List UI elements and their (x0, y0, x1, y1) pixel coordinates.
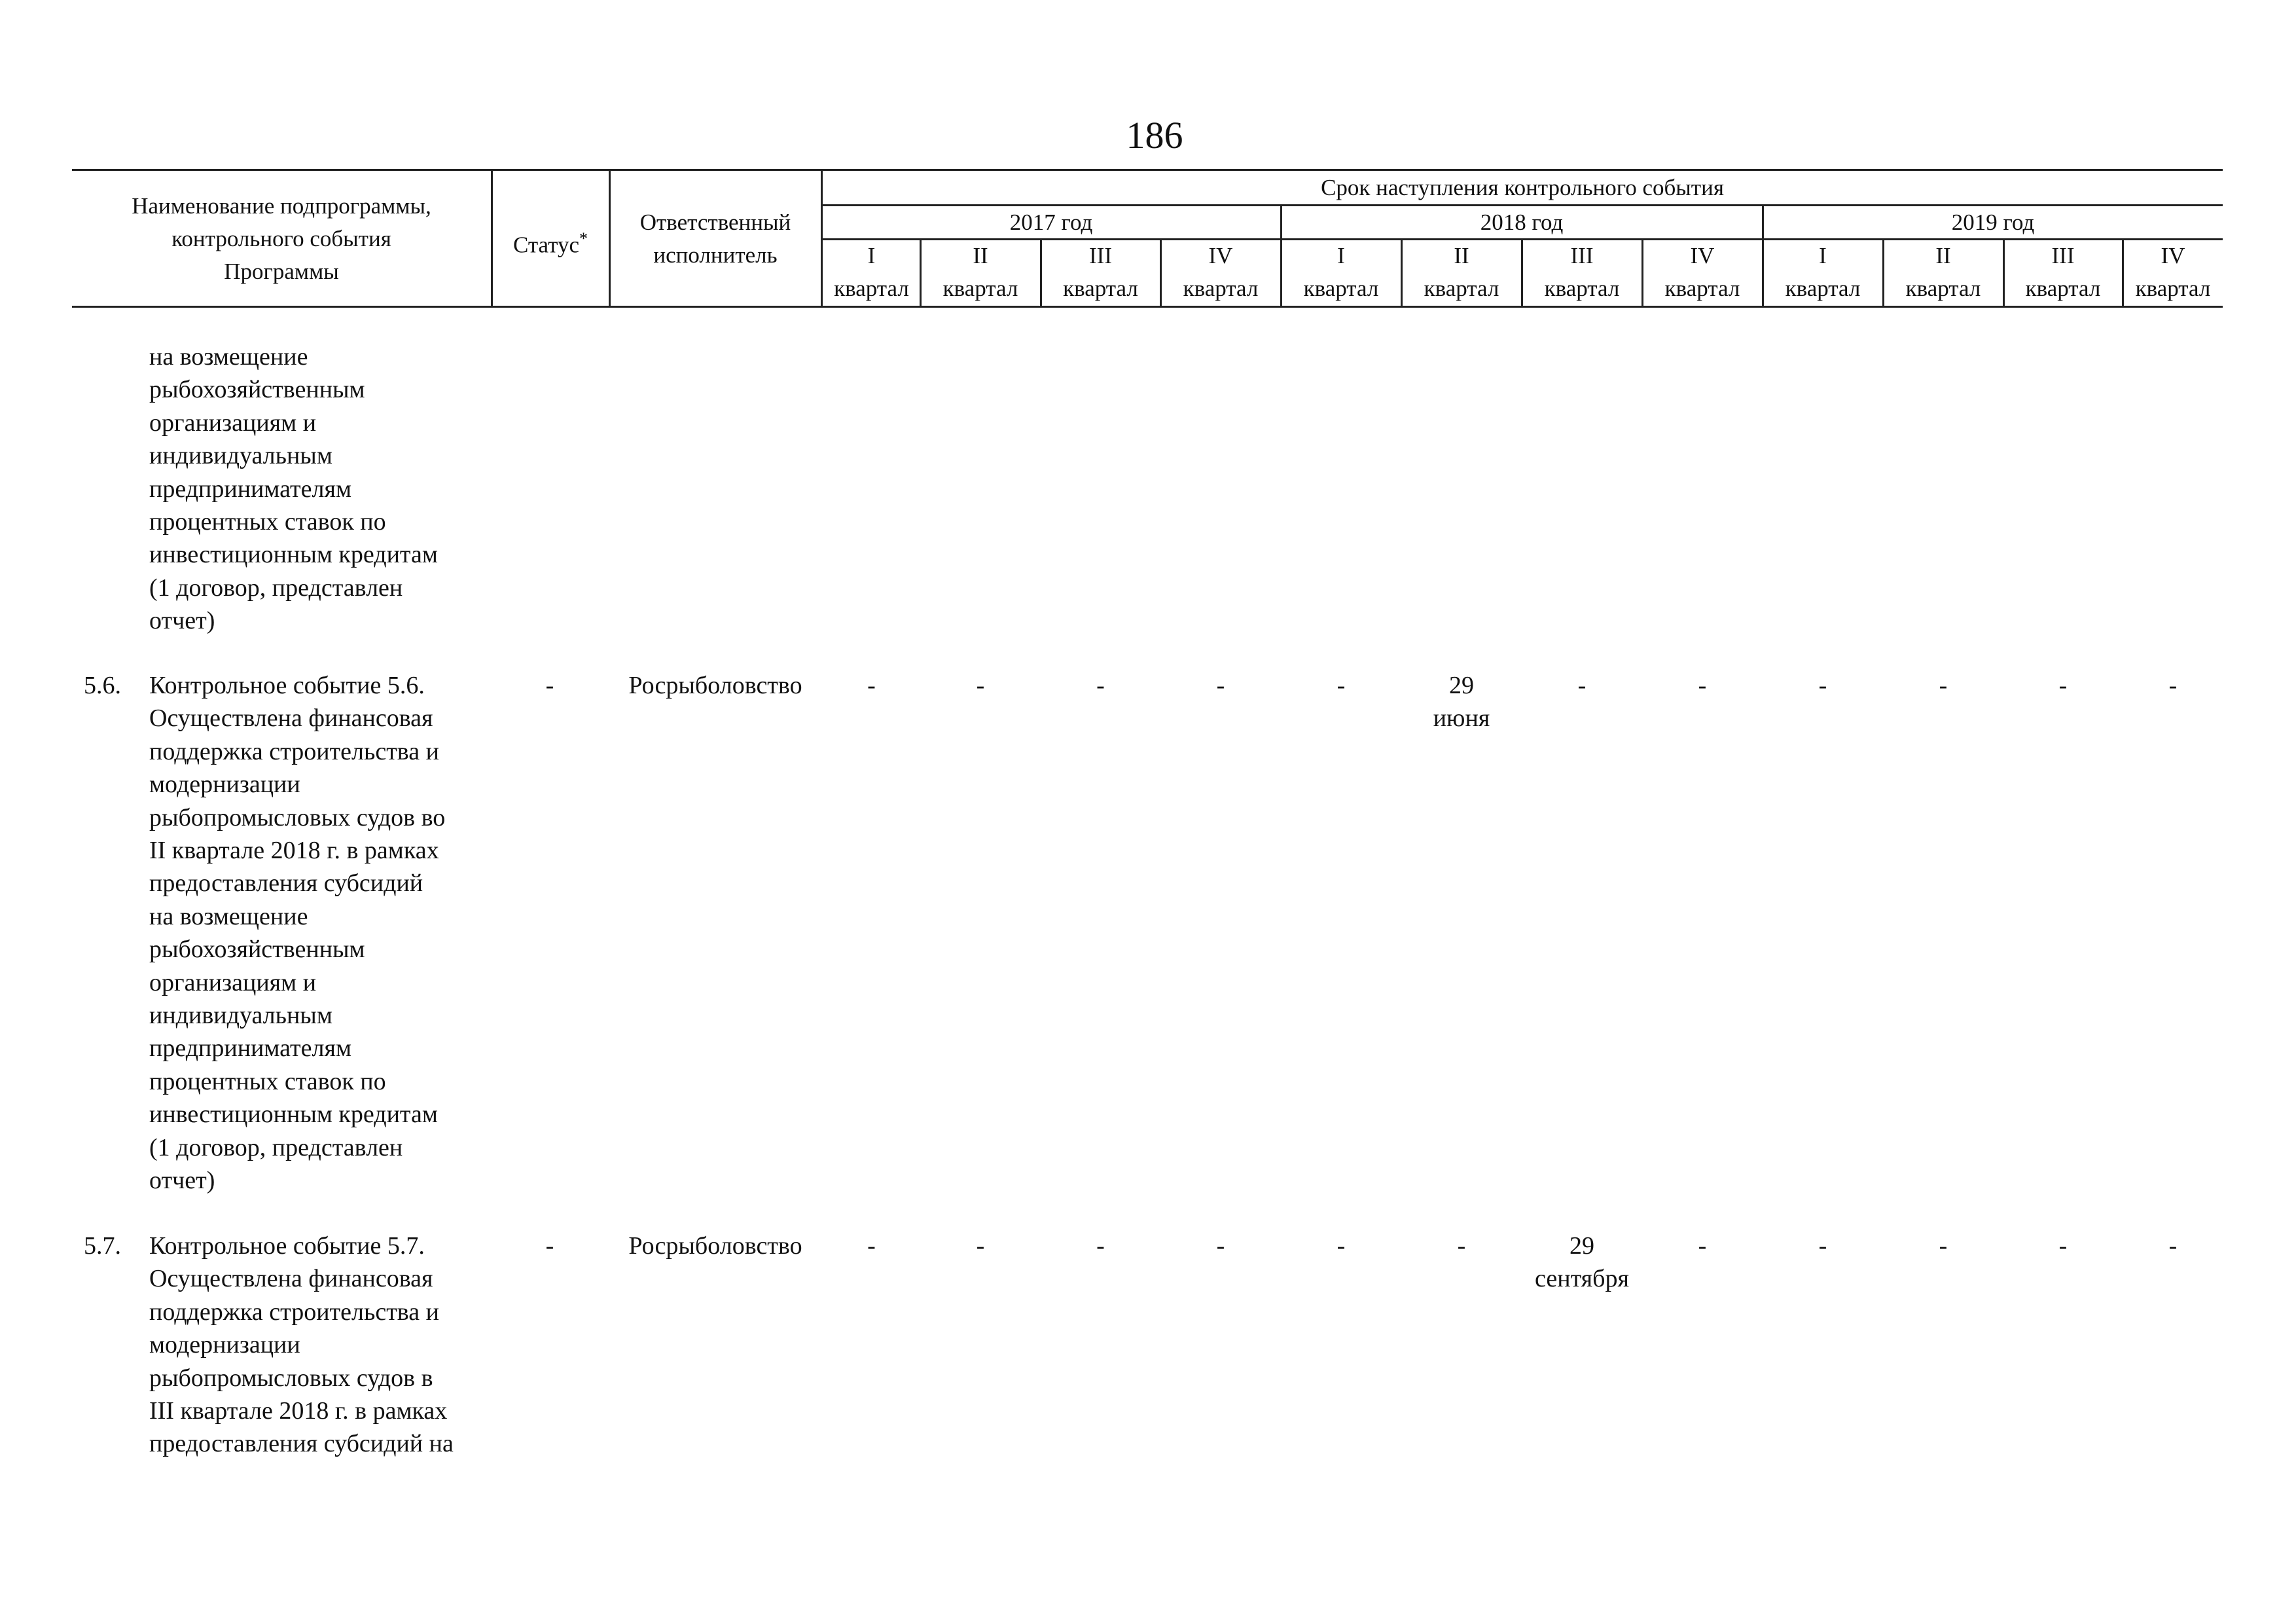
quarter-header-numeral: III (1089, 243, 1112, 268)
quarter-header-numeral: IV (2161, 243, 2185, 268)
quarter-cell: - (1818, 672, 1827, 699)
quarter-header-numeral: II (1935, 243, 1951, 268)
quarter-cell: - (1096, 1232, 1105, 1260)
quarter-cell: - (1216, 672, 1225, 699)
header-top-rule (72, 169, 2223, 171)
row-executor: Росрыболовство (628, 672, 802, 699)
quarter-cell: - (1336, 672, 1346, 699)
quarter-header-numeral: IV (1208, 243, 1233, 268)
quarter-cell: - (1818, 1232, 1827, 1260)
quarter-header-label: квартал (1303, 276, 1379, 301)
status-column-header (492, 223, 609, 262)
status-header-label: Статус (512, 232, 580, 258)
header-bottom-rule (72, 306, 2223, 308)
quarter-header-label: квартал (1424, 276, 1499, 301)
quarter-header-label: квартал (1063, 276, 1138, 301)
row-name: Контрольное событие 5.6. Осуществлена финансовая поддержка строительства и модернизации рыбопромысловых судов во II квартале 2018 г. в рамках предоставления субсидий на возмещение рыбохозяйственным организациям и индивидуальным предпринимателям процентных ставок по инвестиционным кредитам (1 договор, представлен отчет) (149, 672, 446, 1195)
quarter-cell: 29 июня (1433, 672, 1490, 733)
quarter-cell: - (1216, 1232, 1225, 1260)
quarter-cell: - (867, 1232, 876, 1260)
row-status: - (545, 672, 554, 699)
page-number: 186 (1126, 114, 1183, 156)
status-footnote-mark: * (579, 229, 588, 248)
quarter-header-numeral: I (867, 243, 876, 268)
quarter-cell: - (1577, 672, 1587, 699)
quarter-header-label: квартал (2135, 276, 2211, 301)
quarter-header-label: квартал (834, 276, 909, 301)
quarter-cell: - (1457, 1232, 1466, 1260)
quarter-cell: - (976, 1232, 985, 1260)
name-column-header: Наименование подпрограммы, контрольного события Программы (132, 193, 431, 284)
quarter-cell: - (1698, 1232, 1707, 1260)
quarter-cell: - (1336, 1232, 1346, 1260)
quarter-cell: - (2168, 1232, 2178, 1260)
quarter-header-label: квартал (1183, 276, 1259, 301)
quarter-header-numeral: II (973, 243, 988, 268)
quarter-header-numeral: IV (1690, 243, 1715, 268)
quarter-header-numeral: III (1570, 243, 1594, 268)
year-header-2017: 2017 год (1009, 210, 1093, 235)
quarter-cell: - (1939, 672, 1948, 699)
deadline-group-header: Срок наступления контрольного события (1321, 175, 1724, 200)
quarter-cell: - (976, 672, 985, 699)
quarter-header-numeral: I (1337, 243, 1345, 268)
quarter-cell: - (2168, 672, 2178, 699)
quarter-cell: - (1096, 672, 1105, 699)
quarter-cell: - (1698, 672, 1707, 699)
row-number: 5.7. (84, 1232, 121, 1260)
quarter-header-numeral: II (1454, 243, 1469, 268)
quarter-header-label: квартал (1905, 276, 1981, 301)
quarter-cell: - (1939, 1232, 1948, 1260)
row-status: - (545, 1232, 554, 1260)
quarter-header-label: квартал (1785, 276, 1861, 301)
quarter-cell: - (867, 672, 876, 699)
year-header-2018: 2018 год (1480, 210, 1564, 235)
quarter-header-label: квартал (1544, 276, 1620, 301)
row-number: 5.6. (84, 672, 121, 699)
quarter-header-label: квартал (942, 276, 1018, 301)
executor-column-header: Ответственный исполнитель (639, 210, 791, 268)
quarter-cell: - (2058, 1232, 2068, 1260)
quarter-cell: 29 сентября (1535, 1232, 1629, 1293)
row-name: Контрольное событие 5.7. Осуществлена финансовая поддержка строительства и модернизации рыбопромысловых судов в III квартале 2018 г. в рамках предоставления субсидий на (149, 1232, 454, 1458)
quarter-cell: - (2058, 672, 2068, 699)
quarter-header-label: квартал (2025, 276, 2101, 301)
row-executor: Росрыболовство (628, 1232, 802, 1260)
quarter-header-numeral: I (1819, 243, 1827, 268)
quarter-header-label: квартал (1664, 276, 1740, 301)
continuation-text: на возмещение рыбохозяйственным организациям и индивидуальным предпринимателям процентных ставок по инвестиционным кредитам (1 договор, представлен отчет) (149, 343, 438, 635)
year-header-2019: 2019 год (1951, 210, 2035, 235)
quarter-header-numeral: III (2051, 243, 2075, 268)
